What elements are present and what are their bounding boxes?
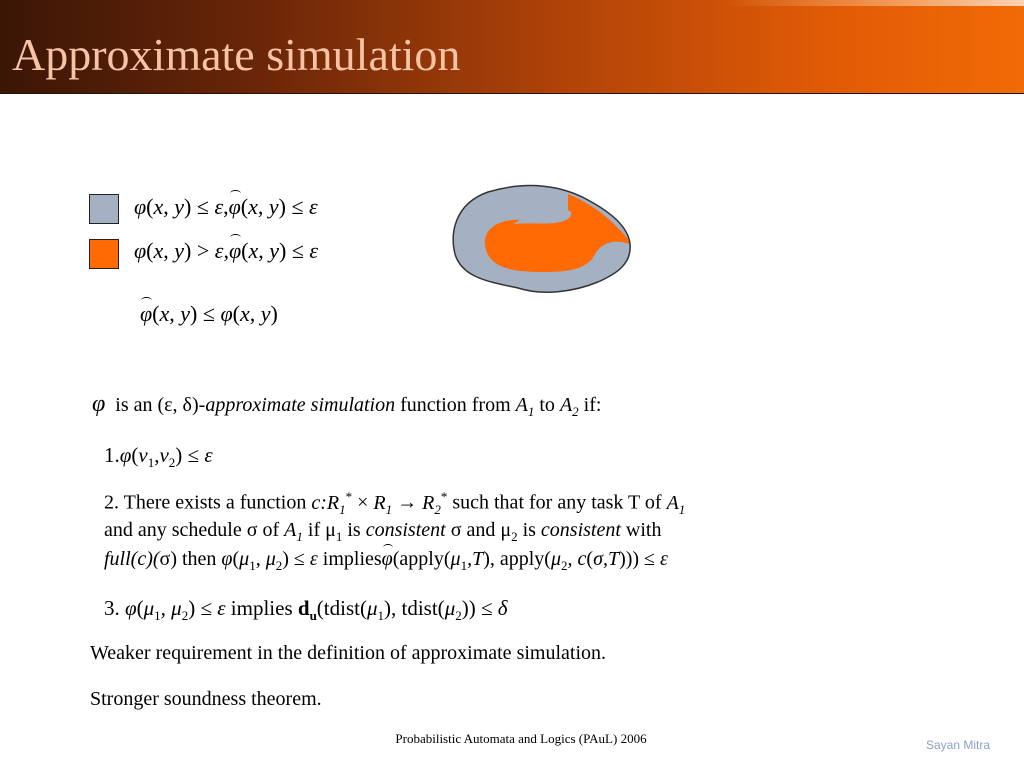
legend-row-2-formula: φ(x, y) > ε,φ(x, y) ≤ ε <box>134 238 319 263</box>
region-illustration <box>448 182 638 302</box>
footer-author: Sayan Mitra <box>925 738 990 752</box>
condition-1: $1.\varphi(\nu_1,\nu_2) \le \varepsilon$ <box>104 443 213 471</box>
condition-2-line-3: full(c)(σ) then $\varphi(\mu_1$, $\mu_2) \le \varepsilon$ $implies\varphi(apply(\mu_1,T)$, $apply(\mu_2$, c(σ,T))) ≤ ε <box>104 548 668 573</box>
condition-2-line-1: 2. There exists a function $c:R_1^* \times R_1 \to R_2^*$ such that for any task T of $A_1$ <box>104 489 686 517</box>
relation-formula: φ(x, y) ≤ φ(x, y) <box>140 301 278 326</box>
header-divider <box>0 93 1024 94</box>
stronger-theorem-note: Stronger soundness theorem. <box>90 688 322 710</box>
condition-3: 3. $\varphi(\mu_1$, $\mu_2) \le \varepsilon$ implies $d_u(tdist(\mu_1)$, $tdist(\mu_2)) \le \delta$ <box>104 596 508 624</box>
condition-2-line-2: and any schedule σ of $A_1$ if $\mu_1$ is consistent σ and $\mu_2$ is consistent with <box>104 519 662 544</box>
gray-legend-swatch <box>89 194 119 224</box>
weaker-requirement-note: Weaker requirement in the definition of approximate simulation. <box>90 642 607 664</box>
slide-title: Approximate simulation <box>12 29 461 80</box>
definition-intro: φ is an (ε, δ)-approximate simulation function from $A_1$ to $A_2$ if: <box>92 391 602 419</box>
orange-legend-swatch <box>89 239 119 269</box>
legend-row-1-formula: φ(x, y) ≤ ε,φ(x, y) ≤ ε <box>134 194 318 219</box>
footer-title: Probabilistic Automata and Logics (PAuL) 2006 <box>395 731 647 746</box>
header-decoration <box>724 0 1024 6</box>
